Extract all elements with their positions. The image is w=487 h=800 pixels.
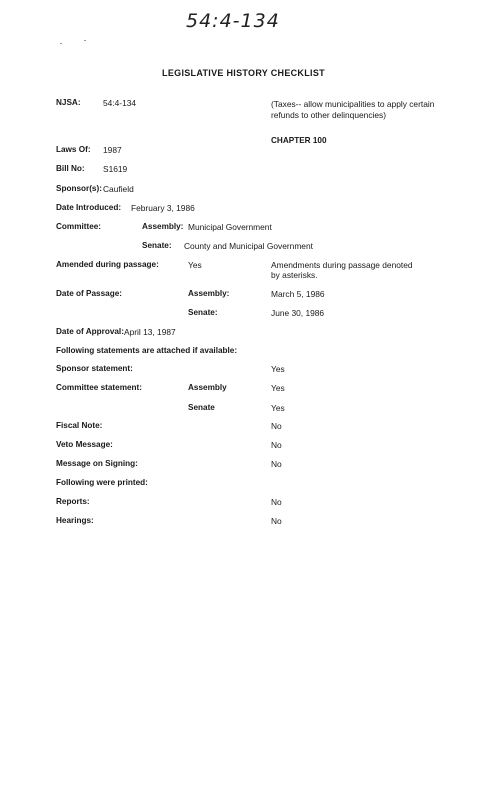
sponsor-statement-value: Yes [271,364,285,374]
message-on-signing-value: No [271,459,282,469]
passage-assembly-label: Assembly: [188,289,230,298]
committee-statement-label: Committee statement: [56,383,142,392]
sponsor-statement-label: Sponsor statement: [56,364,133,373]
committee-senate-label: Senate: [142,241,172,250]
printed-heading: Following were printed: [56,478,148,487]
veto-message-value: No [271,440,282,450]
sponsors-label: Sponsor(s): [56,184,102,193]
hearings-label: Hearings: [56,516,94,525]
bill-description: (Taxes-- allow municipalities to apply certain refunds to other delinquencies) [271,99,435,120]
message-on-signing-label: Message on Signing: [56,459,138,468]
bill-no-value: S1619 [103,164,128,174]
committee-assembly-value: Municipal Government [188,222,272,232]
laws-of-label: Laws Of: [56,145,91,154]
bill-no-label: Bill No: [56,164,85,173]
date-introduced-label: Date Introduced: [56,203,122,212]
fiscal-note-label: Fiscal Note: [56,421,103,430]
speck [84,40,86,41]
fiscal-note-value: No [271,421,282,431]
amended-label: Amended during passage: [56,260,159,269]
committee-statement-senate-value: Yes [271,403,285,413]
committee-statement-senate-label: Senate [188,403,215,412]
amended-value: Yes [188,260,202,270]
reports-label: Reports: [56,497,90,506]
passage-senate-label: Senate: [188,308,218,317]
sponsors-value: Caufield [103,184,134,194]
njsa-value: 54:4-134 [103,98,137,108]
hearings-value: No [271,516,282,526]
amended-note: Amendments during passage denoted by asterisks. [271,260,413,280]
committee-senate-value: County and Municipal Government [184,241,313,251]
passage-senate-value: June 30, 1986 [271,308,325,318]
passage-assembly-value: March 5, 1986 [271,289,325,299]
page-title: LEGISLATIVE HISTORY CHECKLIST [162,68,325,78]
committee-statement-assembly-label: Assembly [188,383,227,392]
date-introduced-value: February 3, 1986 [131,203,195,213]
date-of-passage-label: Date of Passage: [56,289,122,298]
veto-message-label: Veto Message: [56,440,113,449]
committee-assembly-label: Assembly: [142,222,184,231]
committee-statement-assembly-value: Yes [271,383,285,393]
handwritten-statute-number: 54:4-134 [186,10,280,32]
committee-label: Committee: [56,222,102,231]
date-of-approval-value: April 13, 1987 [124,327,176,337]
reports-value: No [271,497,282,507]
speck [60,43,62,44]
attached-heading: Following statements are attached if available: [56,346,238,355]
chapter-label: CHAPTER 100 [271,136,327,145]
date-of-approval-label: Date of Approval: [56,327,124,336]
laws-of-value: 1987 [103,145,122,155]
njsa-label: NJSA: [56,98,81,107]
